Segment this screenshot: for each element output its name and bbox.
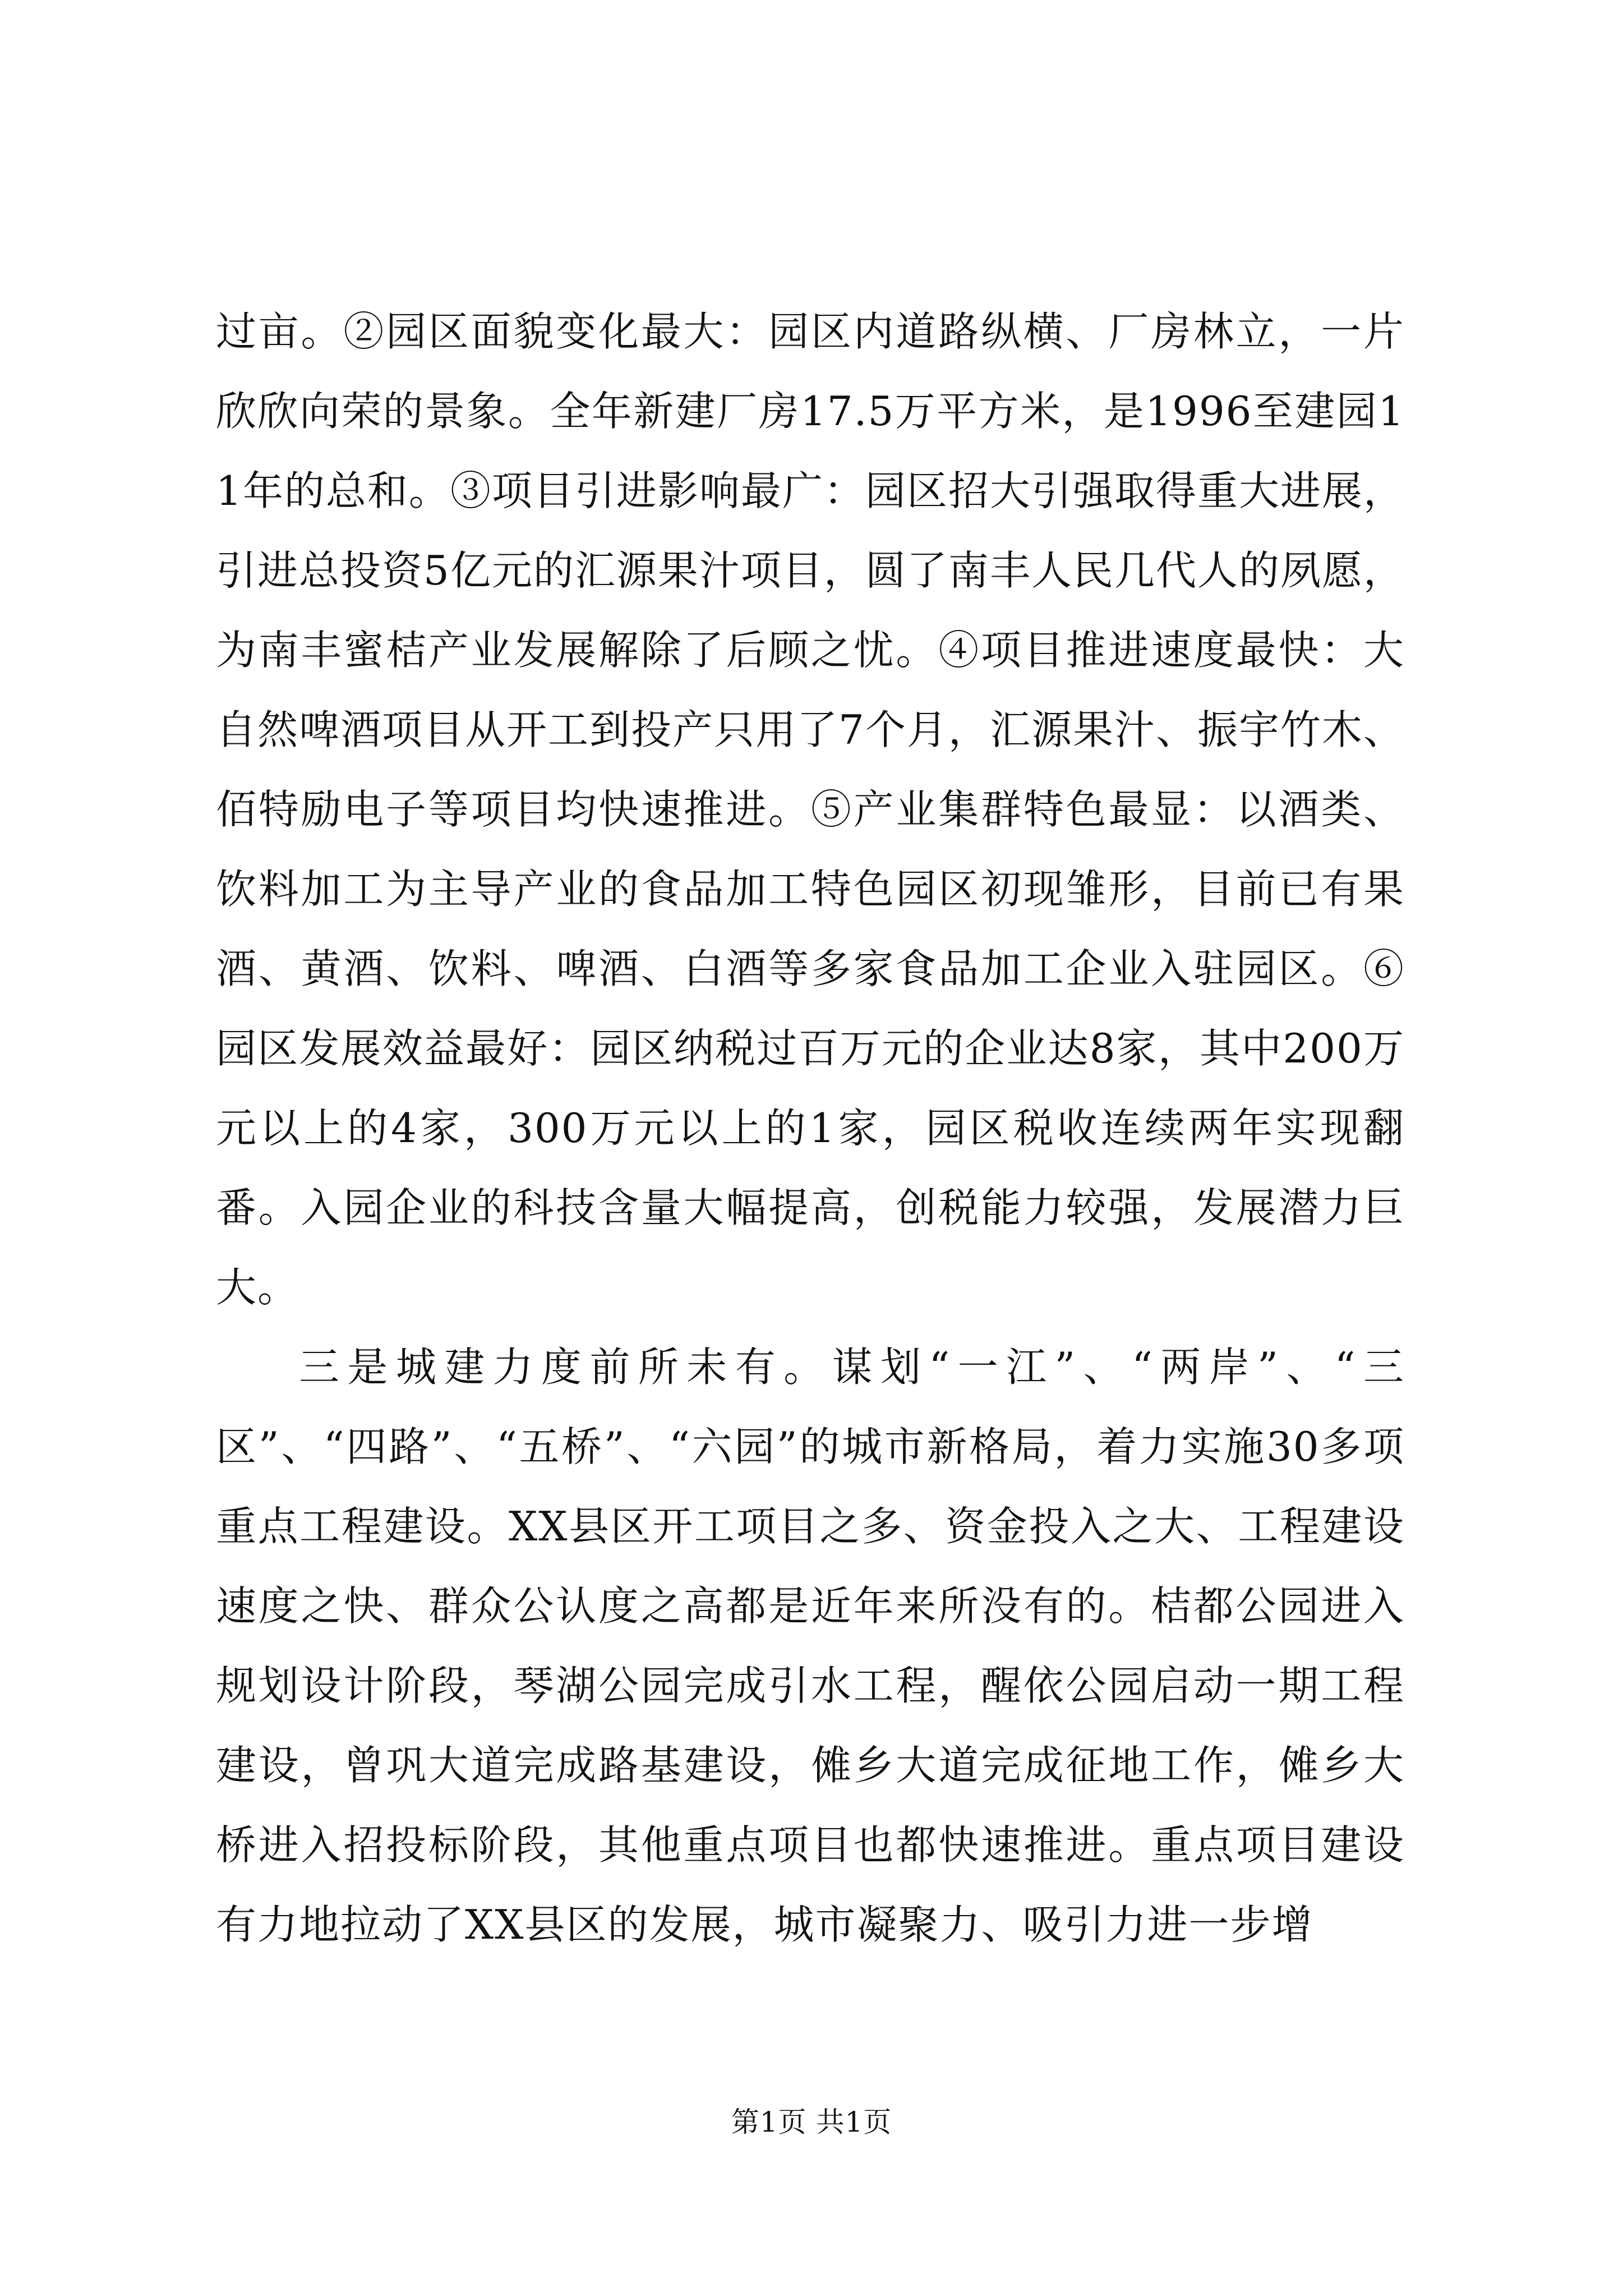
page-number-footer: 第1页 共1页 <box>731 2106 892 2138</box>
paragraph-park-development: 过亩。②园区面貌变化最大：园区内道路纵横、厂房林立，一片欣欣向荣的景象。全年新建厂房17.5万平方米，是1996至建园11年的总和。③项目引进影响最广：园区招大引强取得重大进展，引进总投资5亿元的汇源果汁项目，圆了南丰人民几代人的夙愿，为南丰蜜桔产业发展解除了后顾之忧。④项目推进速度最快：大自然啤酒项目从开工到投产只用了7个月，汇源果汁、振宇竹木、佰特励电子等项目均快速推进。⑤产业集群特色最显：以酒类、饮料加工为主导产业的食品加工特色园区初现雏形，目前已有果酒、黄酒、饮料、啤酒、白酒等多家食品加工企业入驻园区。⑥园区发展效益最好：园区纳税过百万元的企业达8家，其中200万元以上的4家，300万元以上的1家，园区税收连续两年实现翻番。入园企业的科技含量大幅提高，创税能力较强，发展潜力巨大。 <box>216 308 1405 1311</box>
document-body <box>216 292 1405 1964</box>
paragraph-urban-construction: 三是城建力度前所未有。谋划“一江”、“两岸”、“三区”、“四路”、“五桥”、“六园”的城市新格局，着力实施30多项重点工程建设。XX县区开工项目之多、资金投入之大、工程建设速度之快、群众公认度之高都是近年来所没有的。桔都公园进入规划设计阶段，琴湖公园完成引水工程，醒依公园启动一期工程建设，曾巩大道完成路基建设，傩乡大道完成征地工作，傩乡大桥进入招投标阶段，其他重点项目也都快速推进。重点项目建设有力地拉动了XX县区的发展，城市凝聚力、吸引力进一步增 <box>216 1343 1405 1948</box>
